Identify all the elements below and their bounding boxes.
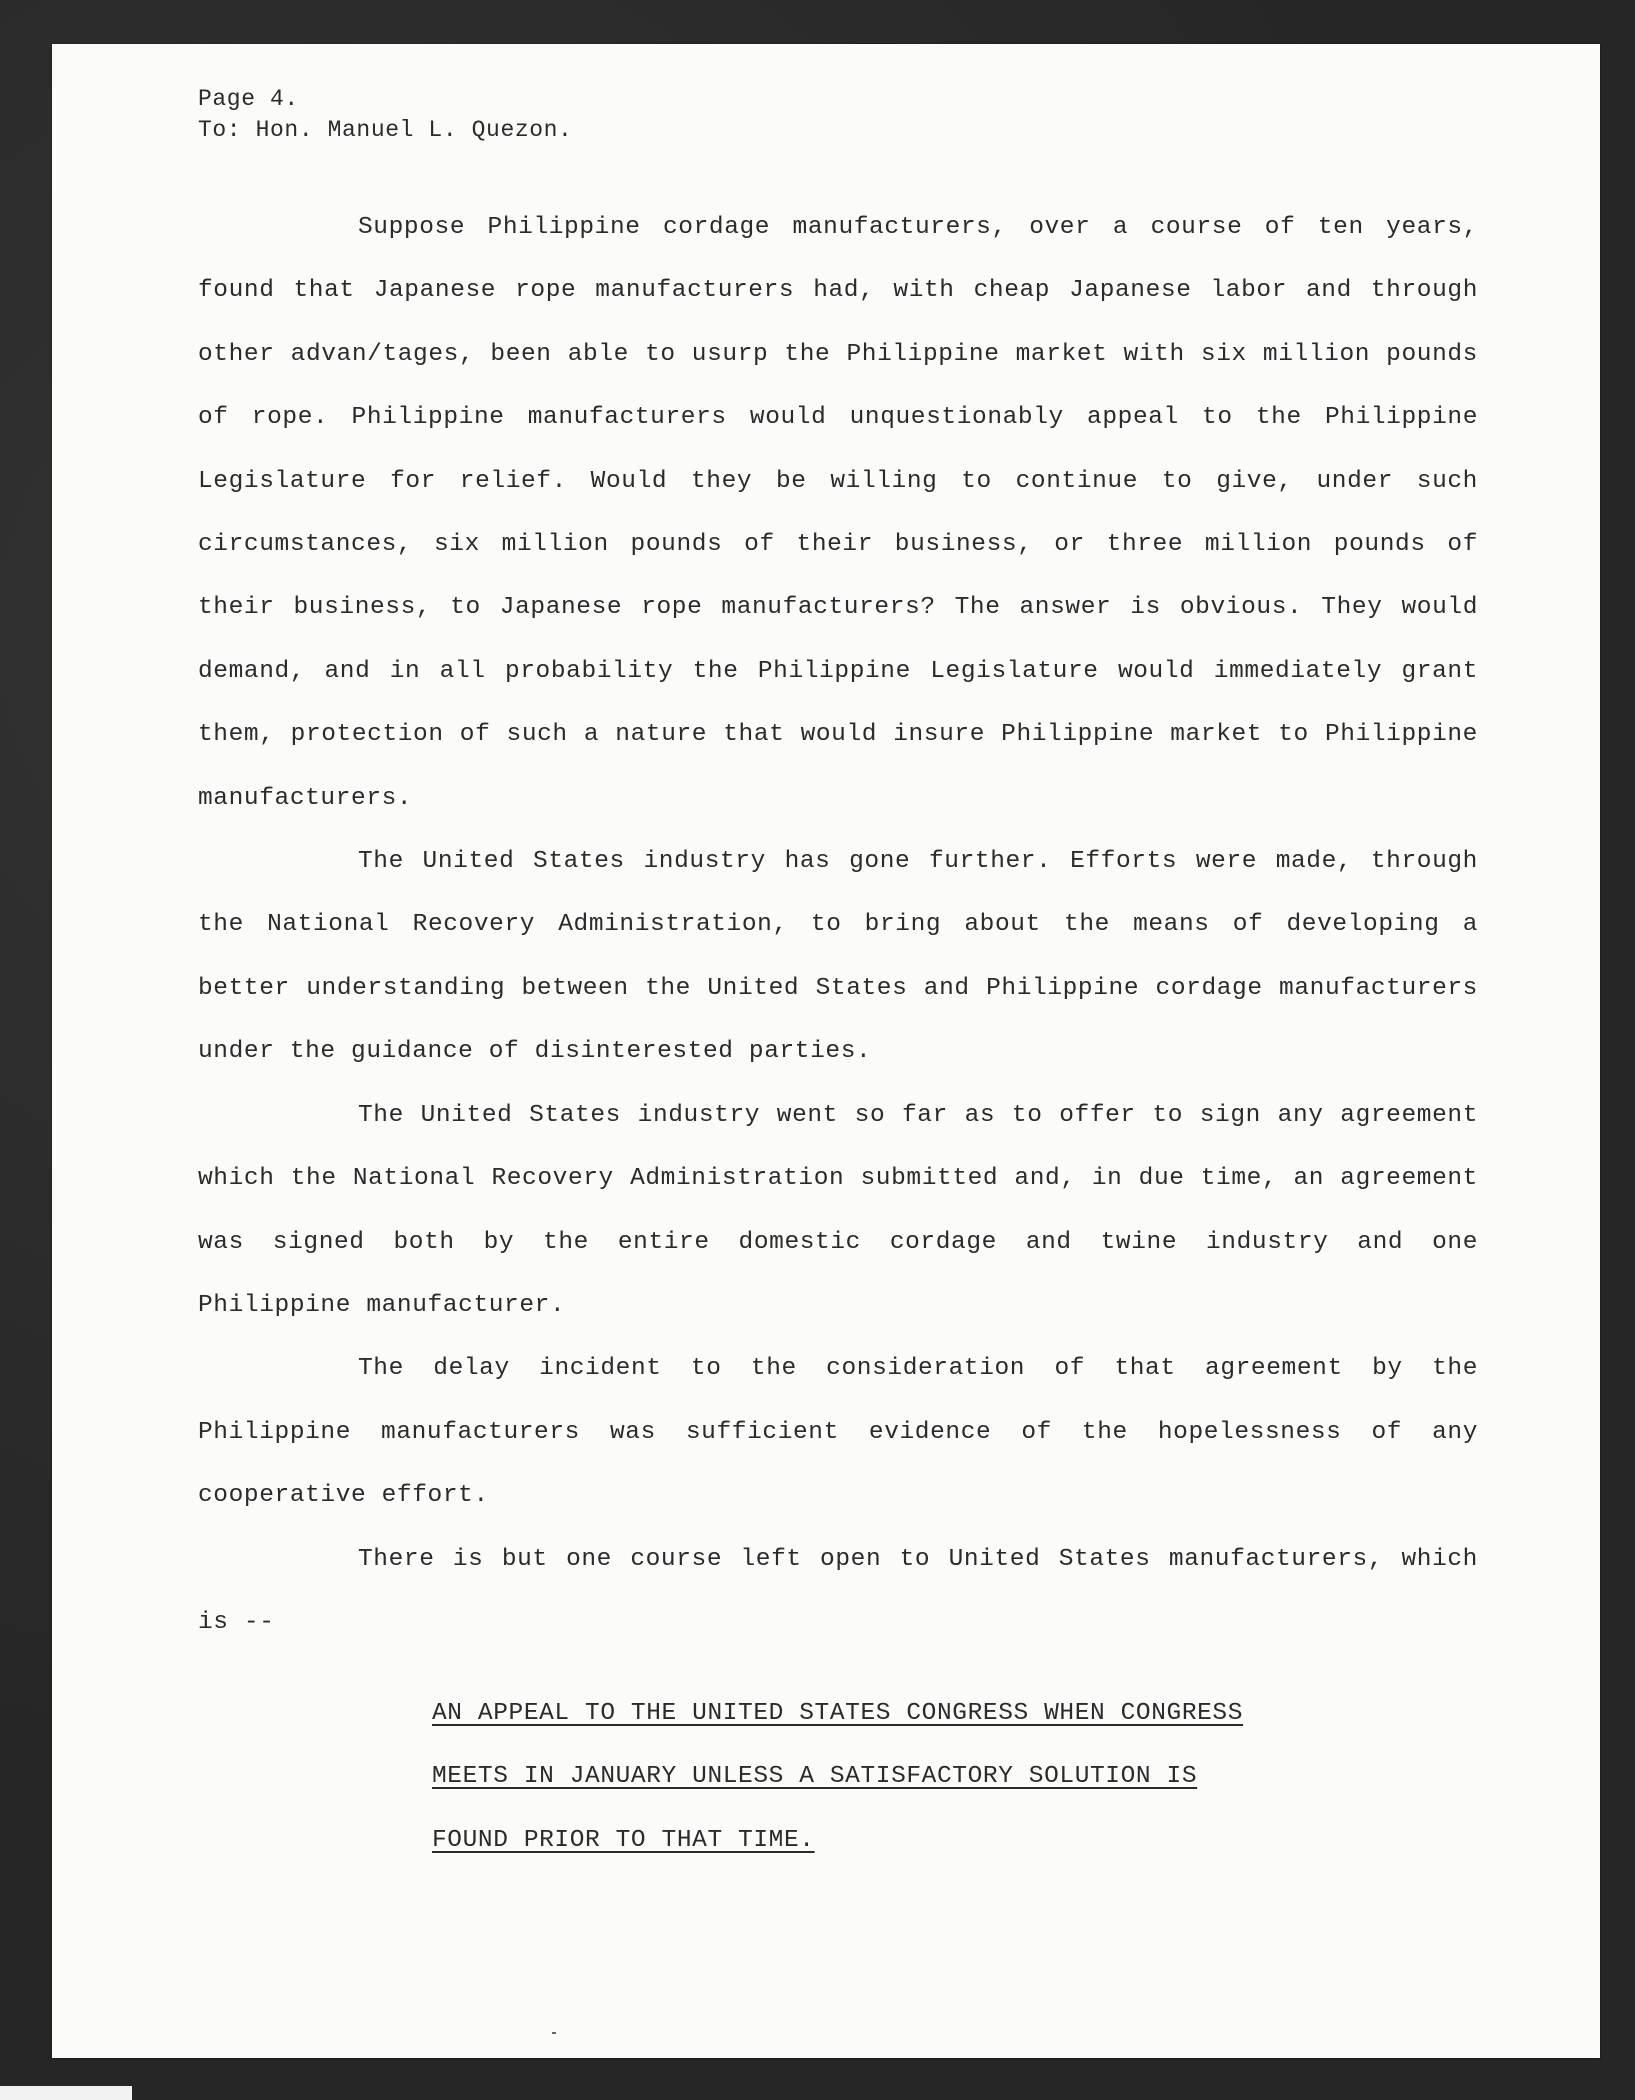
paragraph-one-course: There is but one course left open to United States manufacturers, which is -- bbox=[198, 1545, 1478, 1636]
appeal-block bbox=[432, 1682, 1392, 1872]
scan-edge-strip bbox=[0, 2086, 132, 2100]
appeal-line-2 bbox=[432, 1745, 1392, 1808]
appeal-text: MEETS IN JANUARY UNLESS A SATISFACTORY SOLUTION IS bbox=[432, 1763, 1198, 1791]
appeal-line-3 bbox=[432, 1809, 1392, 1872]
paragraph-agreement-offer: The United States industry went so far as to offer to sign any agreement which the National Recovery Administration submitted and, in due time, an agreement was signed both by the entire domestic cordage and twine industry and one Philippine manufacturer. bbox=[198, 1101, 1478, 1319]
scan-speck bbox=[552, 2032, 556, 2034]
letter-header bbox=[198, 84, 572, 146]
appeal-text: AN APPEAL TO THE UNITED STATES CONGRESS WHEN CONGRESS bbox=[432, 1700, 1244, 1727]
paragraph-delay: The delay incident to the consideration of that agreement by the Philippine manufacturers was sufficient evidence of the hopelessness of any cooperative effort. bbox=[198, 1355, 1478, 1510]
appeal-text: FOUND PRIOR TO THAT TIME. bbox=[432, 1826, 815, 1854]
appeal-line-1 bbox=[432, 1682, 1392, 1745]
recipient-line: To: Hon. Manuel L. Quezon. bbox=[198, 117, 573, 143]
paragraph-cordage-comparison: Suppose Philippine cordage manufacturers, over a course of ten years, found that Japanese rope manufacturers had, with cheap Japanese labor and through other advan/tages, been able to usurp the Philippine market with six million pounds of rope. Philippine manufacturers would unquestionably appeal to the Philippine Legislature for relief. Would they be willing to continue to give, under such circumstances, six million pounds of their business, or three million pounds of their business, to Japanese rope manufacturers? The answer is obvious. They would demand, and in all probability the Philippine Legislature would immediately grant them, protection of such a nature that would insure Philippine market to Philippine manufacturers. bbox=[198, 214, 1478, 812]
letter-body bbox=[198, 196, 1478, 1654]
paragraph-nra-efforts: The United States industry has gone further. Efforts were made, through the National Recovery Administration, to bring about the means of developing a better understanding between the United States and Philippine cordage manufacturers under the guidance of disinterested parties. bbox=[198, 848, 1478, 1066]
page-number: Page 4. bbox=[198, 86, 299, 112]
